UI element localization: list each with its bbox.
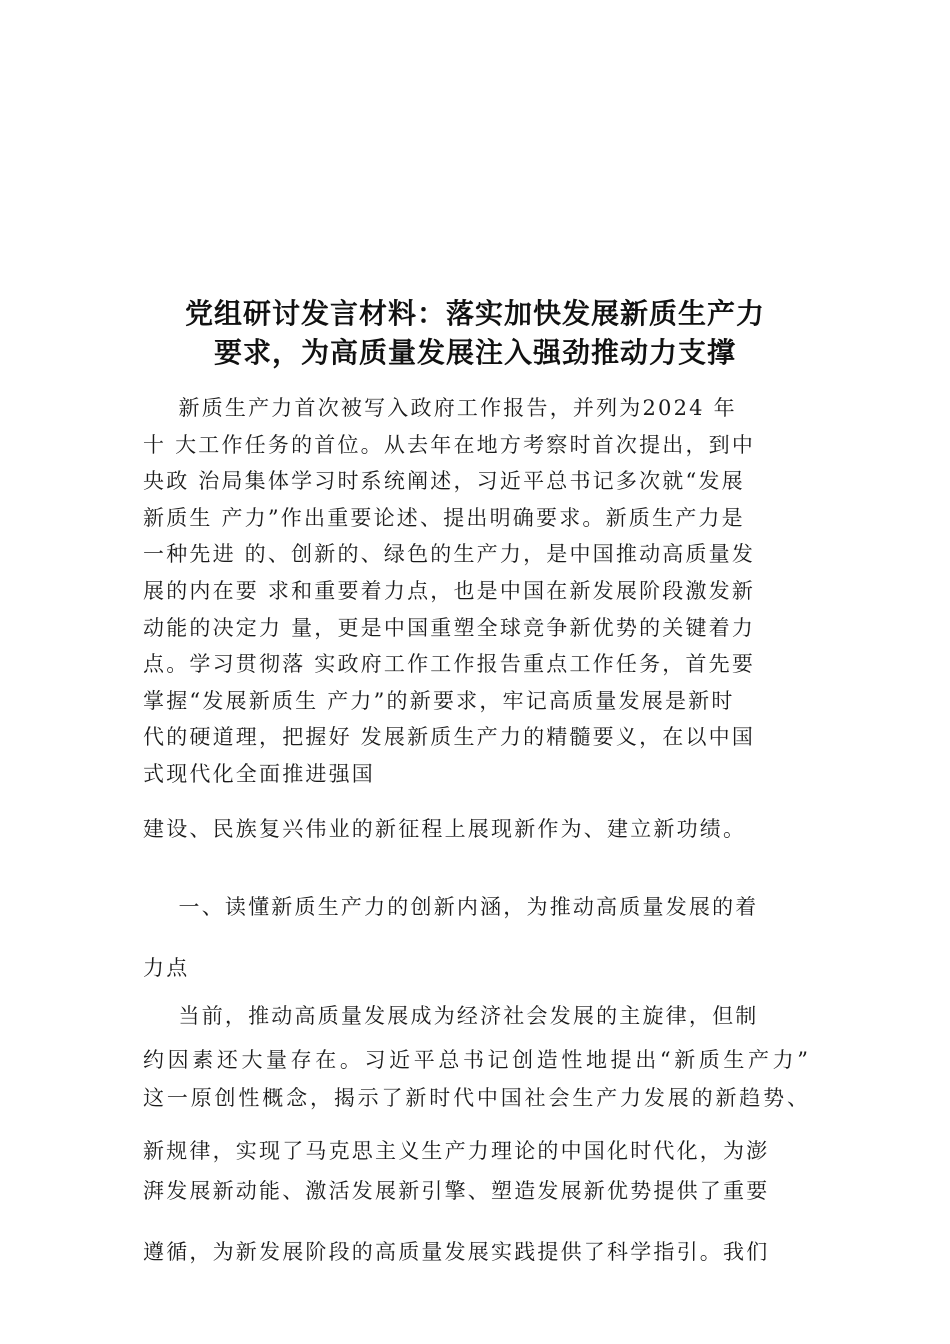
paragraph-line: 新质生 产力”作出重要论述、提出明确要求。新质生产力是 — [143, 506, 745, 530]
paragraph-line: 式现代化全面推进强国 — [143, 762, 375, 786]
paragraph-line: 动能的决定力 量，更是中国重塑全球竞争新优势的关键着力 — [143, 616, 756, 640]
paragraph-line: 掌握“发展新质生 产力”的新要求，牢记高质量发展是新时 — [143, 689, 735, 713]
paragraph-line: 这一原创性概念，揭示了新时代中国社会生产力发展的新趋势、 — [143, 1086, 808, 1110]
section-heading-line: 力点 — [143, 956, 190, 980]
document-title-line-2: 要求，为高质量发展注入强劲推动力支撑 — [213, 336, 736, 369]
paragraph-line: 湃发展新动能、激活发展新引擎、塑造发展新优势提供了重要 — [143, 1179, 770, 1203]
paragraph-line: 点。学习贯彻落 实政府工作工作报告重点工作任务，首先要 — [143, 652, 756, 676]
paragraph-line: 遵循，为新发展阶段的高质量发展实践提供了科学指引。我们 — [143, 1240, 770, 1264]
section-heading-line: 一、读懂新质生产力的创新内涵，为推动高质量发展的着 — [143, 895, 759, 919]
paragraph-line: 当前，推动高质量发展成为经济社会发展的主旋律，但制 — [143, 1004, 759, 1028]
paragraph-line: 约因素还大量存在。习近平总书记创造性地提出“新质生产力” — [143, 1048, 808, 1072]
document-title-line-1: 党组研讨发言材料：落实加快发展新质生产力 — [184, 297, 765, 330]
paragraph-line: 展的内在要 求和重要着力点，也是中国在新发展阶段激发新 — [143, 579, 756, 603]
paragraph-line: 新质生产力首次被写入政府工作报告，并列为2024 年 — [143, 396, 737, 420]
paragraph-line: 代的硬道理，把握好 发展新质生产力的精髓要义，在以中国 — [143, 725, 756, 749]
paragraph-line: 一种先进 的、创新的、绿色的生产力，是中国推动高质量发 — [143, 542, 756, 566]
paragraph-line: 新规律，实现了马克思主义生产力理论的中国化时代化，为澎 — [143, 1139, 770, 1163]
paragraph-line: 建设、民族复兴伟业的新征程上展现新作为、建立新功绩。 — [143, 817, 747, 841]
paragraph-line: 十 大工作任务的首位。从去年在地方考察时首次提出，到中 — [143, 433, 756, 457]
paragraph-line: 央政 治局集体学习时系统阐述，习近平总书记多次就“发展 — [143, 469, 745, 493]
